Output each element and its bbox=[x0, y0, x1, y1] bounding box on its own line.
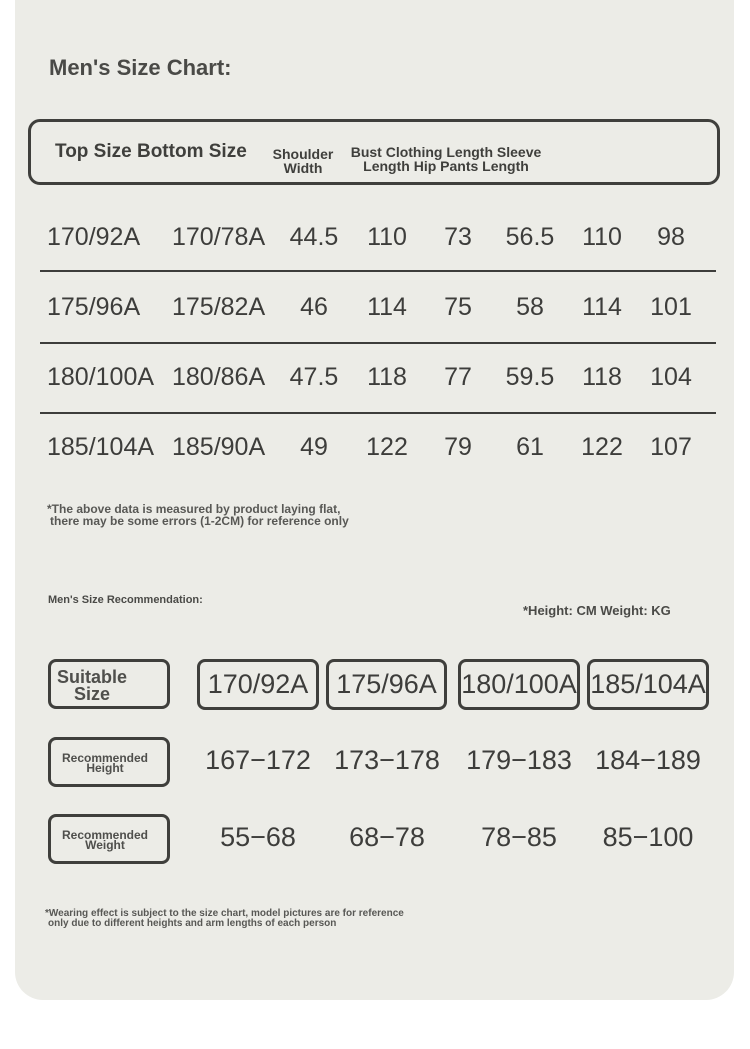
recommended-weight-value: 85−100 bbox=[602, 822, 694, 852]
size-table-cell: 58 bbox=[516, 293, 544, 321]
size-table-row bbox=[0, 357, 750, 397]
recommended-size-box: 185/104A bbox=[587, 659, 709, 710]
size-table-cell: 75 bbox=[444, 293, 472, 321]
size-table-cell: 170/92A bbox=[47, 223, 141, 251]
recommended-weight-value: 78−85 bbox=[481, 822, 557, 852]
footer-note-line1: *Wearing effect is subject to the size chart, model pictures are for reference bbox=[45, 908, 404, 919]
size-table-cell: 56.5 bbox=[505, 223, 555, 251]
header-shoulder-line1: Shoulder bbox=[272, 146, 334, 162]
size-table-cell: 107 bbox=[650, 433, 692, 461]
size-table-cell: 98 bbox=[657, 223, 685, 251]
size-table-cell: 175/82A bbox=[172, 293, 266, 321]
row-divider bbox=[40, 342, 716, 344]
measure-note-line2: there may be some errors (1-2CM) for reference only bbox=[50, 514, 349, 528]
row-divider bbox=[40, 270, 716, 272]
size-table-cell: 175/96A bbox=[47, 293, 141, 321]
recommended-height-value: 184−189 bbox=[595, 745, 701, 775]
recommended-weight-value: 55−68 bbox=[220, 822, 296, 852]
suitable-size-label-text: Suitable Size bbox=[57, 667, 128, 704]
size-table-cell: 46 bbox=[300, 293, 328, 321]
size-table-cell: 49 bbox=[300, 433, 328, 461]
header-shoulder-line2: Width bbox=[283, 160, 323, 176]
size-table-cell: 170/78A bbox=[172, 223, 266, 251]
footer-note bbox=[45, 909, 404, 929]
measure-note-line1: *The above data is measured by product laying flat, bbox=[47, 502, 341, 516]
size-table-cell: 118 bbox=[367, 363, 407, 391]
header-rest-line2: Length Hip Pants Length bbox=[363, 158, 529, 174]
recommended-height-value: 173−178 bbox=[334, 745, 440, 775]
page-title: Men's Size Chart: bbox=[49, 55, 232, 80]
recommended-height-value: 179−183 bbox=[466, 745, 572, 775]
recommended-height-value: 167−172 bbox=[205, 745, 311, 775]
units-note: *Height: CM Weight: KG bbox=[523, 603, 671, 618]
size-table-cell: 114 bbox=[582, 293, 622, 321]
recommended-size-box: 175/96A bbox=[326, 659, 447, 710]
size-table-cell: 180/100A bbox=[47, 363, 155, 391]
size-table-row bbox=[0, 427, 750, 467]
header-shoulder-width bbox=[268, 147, 338, 175]
header-rest-line1: Bust Clothing Length Sleeve bbox=[350, 144, 542, 160]
recommended-weight-value: 68−78 bbox=[349, 822, 425, 852]
recommended-size-box: 180/100A bbox=[458, 659, 580, 710]
size-table-cell: 110 bbox=[367, 223, 407, 251]
size-table-cell: 44.5 bbox=[289, 223, 339, 251]
size-table-cell: 101 bbox=[650, 293, 692, 321]
size-table-cell: 180/86A bbox=[172, 363, 266, 391]
size-table-cell: 77 bbox=[444, 363, 472, 391]
size-table-cell: 59.5 bbox=[505, 363, 555, 391]
measure-note bbox=[47, 503, 349, 527]
size-table-cell: 79 bbox=[444, 433, 472, 461]
size-table-row bbox=[0, 287, 750, 327]
size-table-cell: 185/90A bbox=[172, 433, 266, 461]
recommended-height-label bbox=[48, 737, 170, 787]
row-divider bbox=[40, 412, 716, 414]
suitable-size-label bbox=[48, 659, 170, 709]
size-table-cell: 61 bbox=[516, 433, 544, 461]
recommended-height-label-text: Recommended Height bbox=[61, 751, 149, 775]
size-table-cell: 185/104A bbox=[47, 433, 155, 461]
recommended-size-box: 170/92A bbox=[197, 659, 319, 710]
footer-note-line2: only due to different heights and arm lengths of each person bbox=[48, 918, 337, 929]
size-table-cell: 47.5 bbox=[289, 363, 339, 391]
size-table-cell: 114 bbox=[367, 293, 407, 321]
size-table-cell: 110 bbox=[582, 223, 622, 251]
recommended-weight-label-text: Recommended Weight bbox=[61, 828, 149, 852]
size-table-cell: 122 bbox=[366, 433, 408, 461]
size-table-row bbox=[0, 217, 750, 257]
size-table-cell: 122 bbox=[581, 433, 623, 461]
size-table-cell: 104 bbox=[650, 363, 692, 391]
recommendation-title: Men's Size Recommendation: bbox=[48, 594, 203, 606]
header-other-columns bbox=[336, 145, 556, 173]
recommended-weight-label bbox=[48, 814, 170, 864]
size-table-cell: 118 bbox=[582, 363, 622, 391]
size-table-cell: 73 bbox=[444, 223, 472, 251]
header-top-bottom-size: Top Size Bottom Size bbox=[55, 141, 247, 162]
